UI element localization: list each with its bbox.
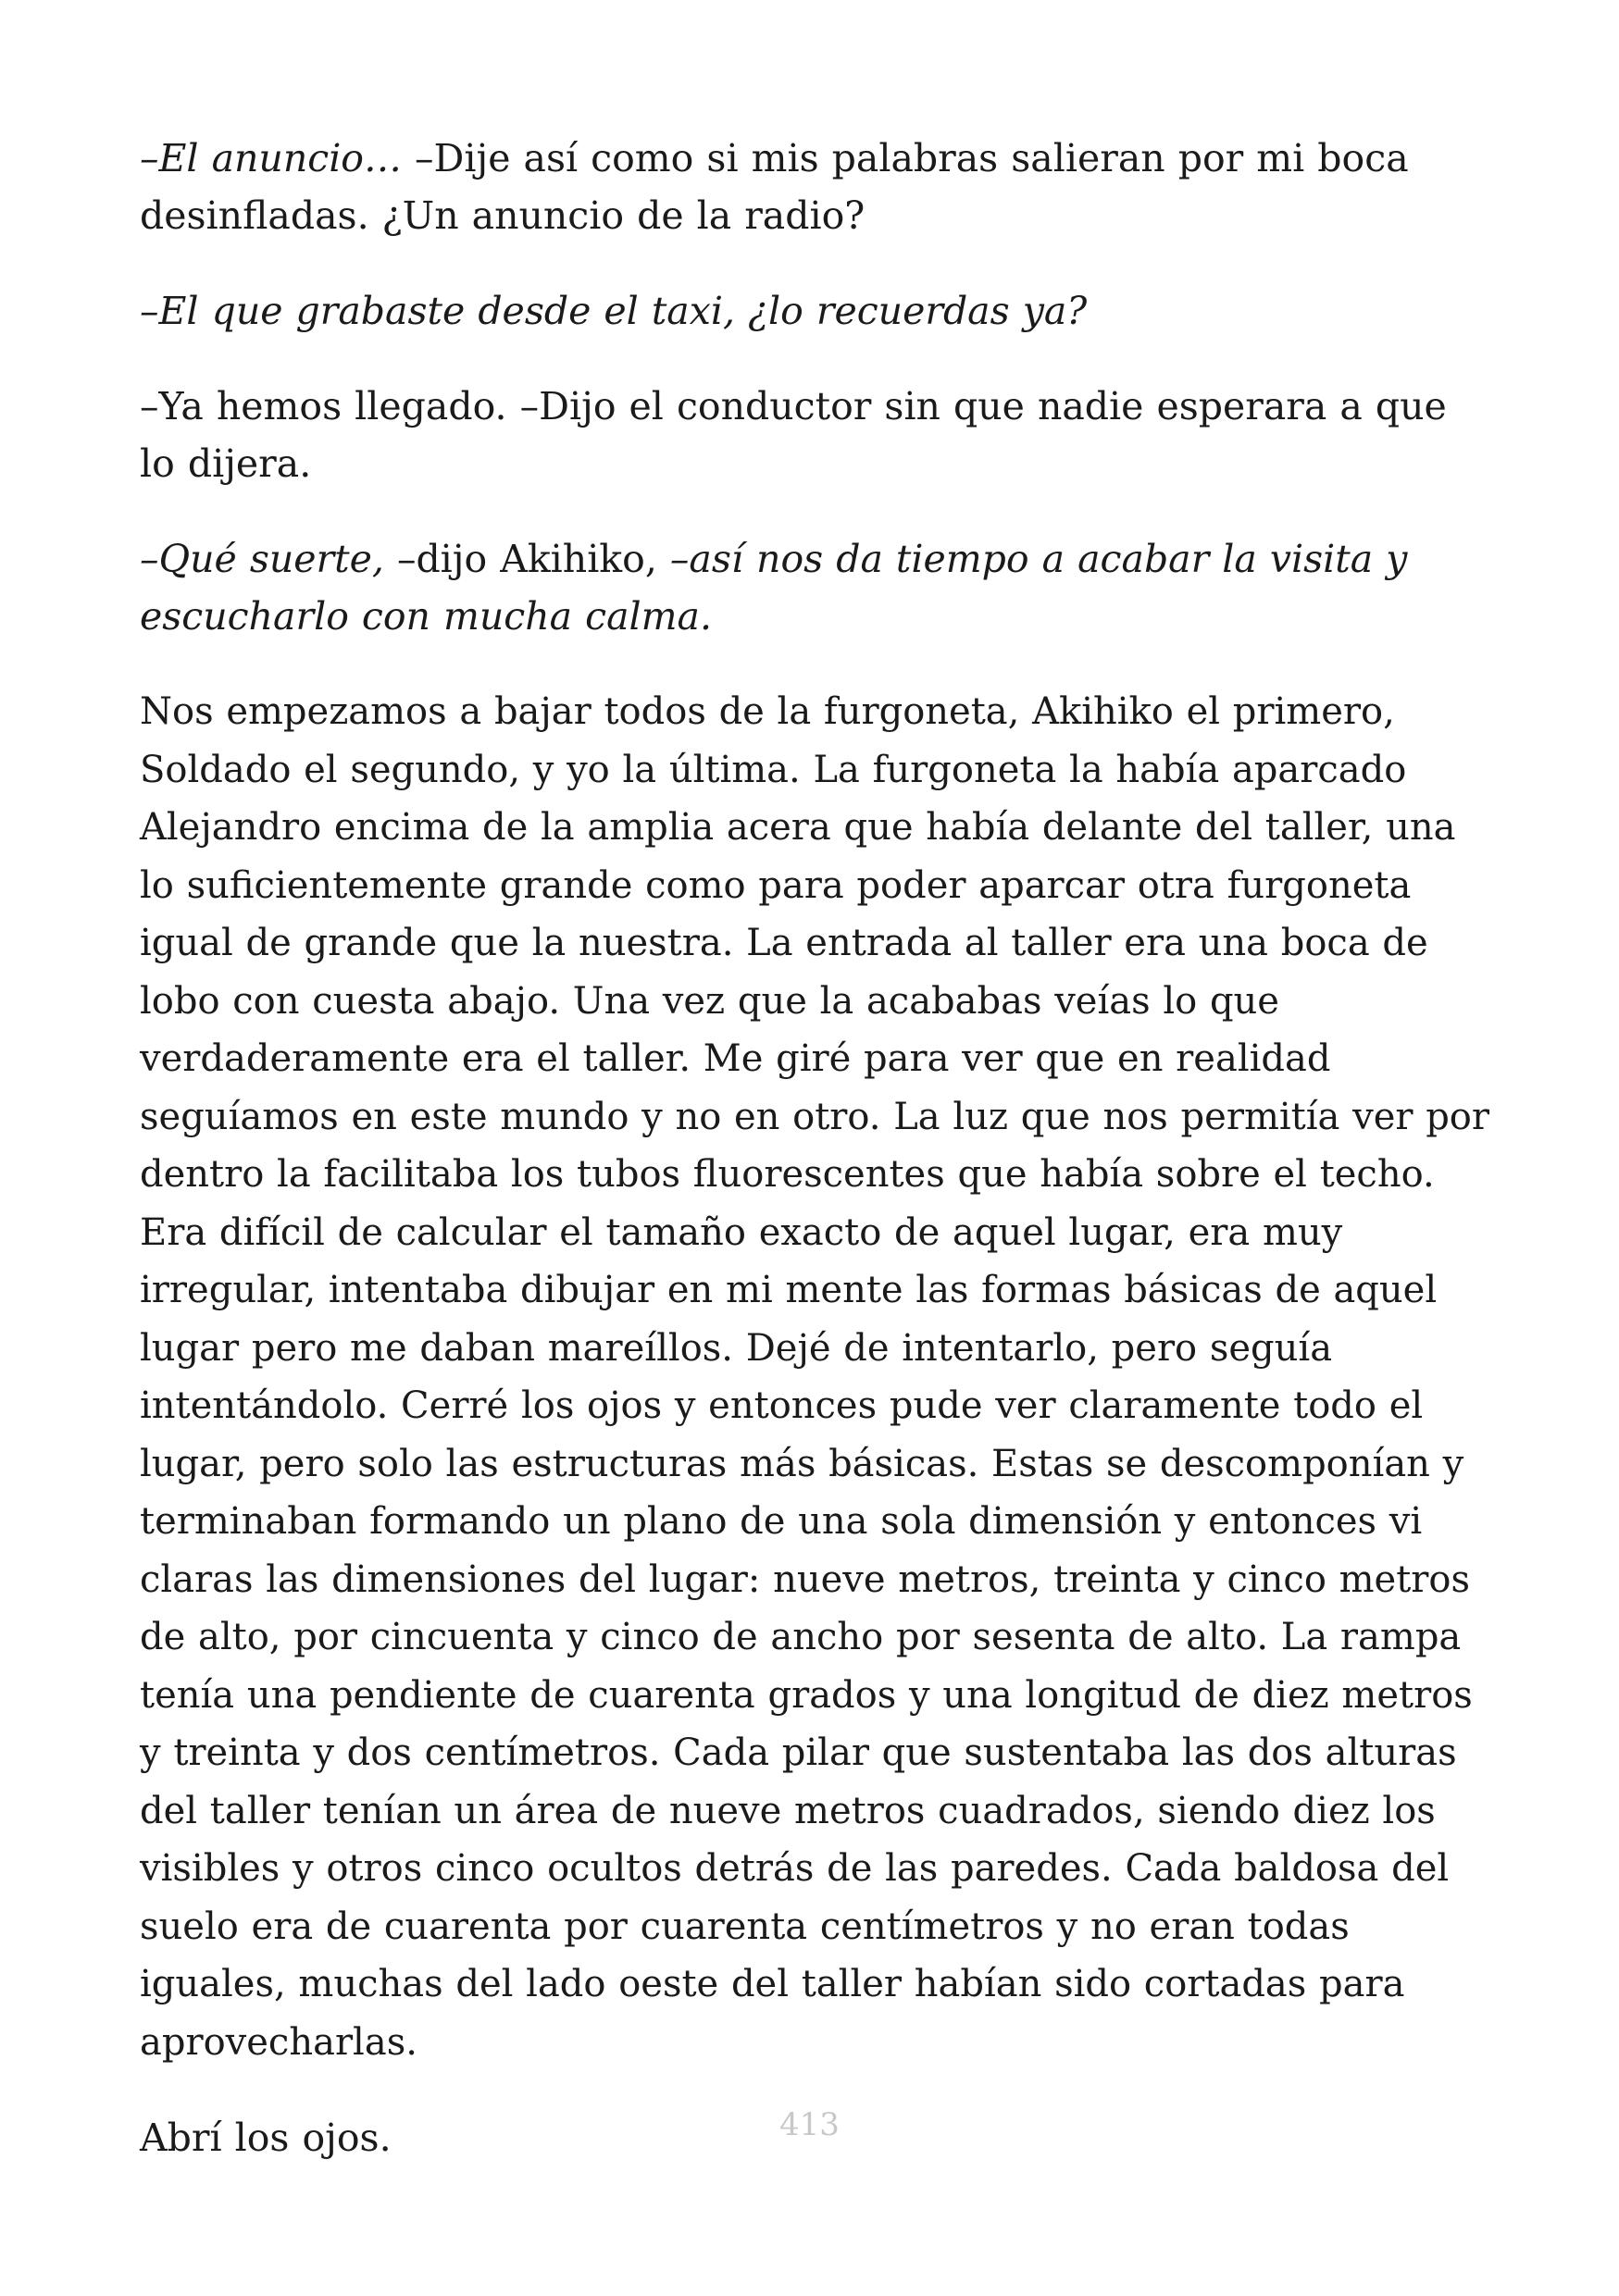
- page-number: 413: [779, 2106, 840, 2143]
- italic-dialogue: –así nos da tiempo a acabar la visita y escucharlo con mucha calma.: [140, 537, 1408, 639]
- dialogue-narration: –dijo Akihiko,: [383, 537, 670, 581]
- paragraph-5: [140, 683, 1491, 2071]
- dialogue-narration: –Dije así como si mis palabras salieran por mi boca desinfladas. ¿Un anuncio de la radio?: [140, 136, 1409, 238]
- italic-dialogue: –El anuncio…: [140, 136, 402, 180]
- paragraph-3: [140, 378, 1491, 492]
- italic-dialogue: –El que grabaste desde el taxi, ¿lo recuerdas ya?: [140, 289, 1088, 333]
- paragraph-4: [140, 530, 1491, 645]
- narrative-text: Nos empezamos a bajar todos de la furgoneta, Akihiko el primero, Soldado el segundo, y yo la última. La furgoneta la había aparcado Alejandro encima de la amplia acera que había delante del taller, una lo suficientemente grande como para poder aparcar otra furgoneta igual de grande que la nuestra. La entrada al taller era una boca de lobo con cuesta abajo. Una vez que la acababas veías lo que verdaderamente era el taller. Me giré para ver que en realidad seguíamos en este mundo y no en otro. La luz que nos permitía ver por dentro la facilitaba los tubos fluorescentes que había sobre el techo. Era difícil de calcular el tamaño exacto de aquel lugar, era muy irregular, intentaba dibujar en mi mente las formas básicas de aquel lugar pero me daban mareíllos. Dejé de intentarlo, pero seguía intentándolo. Cerré los ojos y entonces pude ver claramente todo el lugar, pero solo las estructuras más básicas. Estas se descomponían y terminaban formando un plano de una sola dimensión y entonces vi claras las dimensiones del lugar: nueve metros, treinta y cinco metros de alto, por cincuenta y cinco de ancho por sesenta de alto. La rampa tenía una pendiente de cuarenta grados y una longitud de diez metros y treinta y dos centímetros. Cada pilar que sustentaba las dos alturas del taller tenían un área de nueve metros cuadrados, siendo diez los visibles y otros cinco ocultos detrás de las paredes. Cada baldosa del suelo era de cuarenta por cuarenta centímetros y no eran todas iguales, muchas del lado oeste del taller habían sido cortadas para aprovecharlas.: [140, 690, 1490, 2064]
- paragraph-2: [140, 282, 1491, 340]
- dialogue-text: –Ya hemos llegado. –Dijo el conductor sin que nadie esperara a que lo dijera.: [140, 384, 1447, 486]
- narrative-text: Abrí los ojos.: [140, 2116, 392, 2160]
- page-body: [140, 130, 1491, 2166]
- paragraph-1: [140, 130, 1491, 244]
- italic-dialogue: –Qué suerte,: [140, 537, 384, 581]
